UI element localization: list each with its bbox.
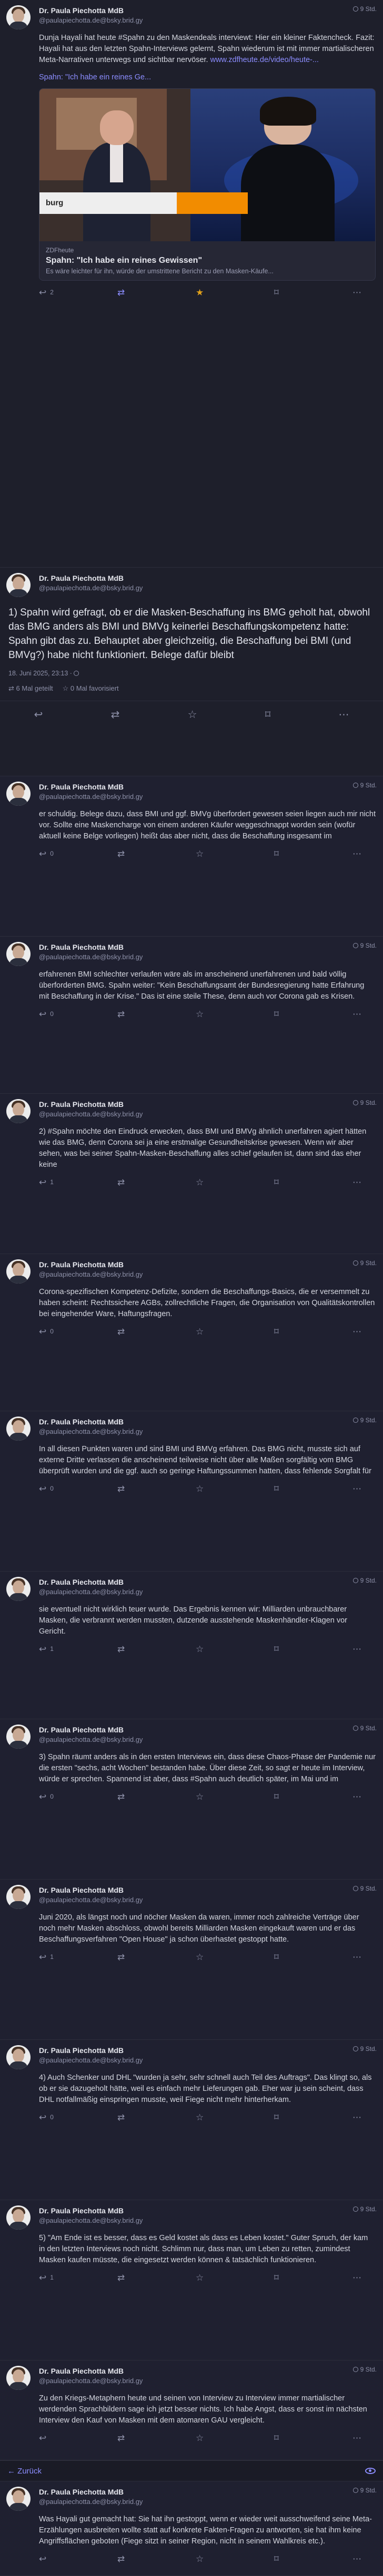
reply-post[interactable] (0, 776, 383, 937)
post-text: 3) Spahn räumt anders als in den ersten Interviews ein, dass diese Chaos-Phase der Pandemie nur die ersten "sechs, acht Wochen" bestanden habe. Über diese Zeit, so sagt er heute im Interview, würde er sprechen. Spannend ist aber, dass #Spahn auch deutlich später, im Mai und im (39, 1753, 376, 1783)
bookmark-icon: ⌑ (274, 2272, 279, 2283)
author-name[interactable]: Dr. Paula Piechotta MdB (39, 783, 124, 791)
favourite-button[interactable] (196, 1792, 217, 1801)
post-actions (39, 1002, 374, 1025)
globe-icon (353, 943, 358, 948)
preview-image: burg (39, 89, 375, 241)
reply-all-icon: ↩ (39, 2272, 47, 2283)
reply-all-icon: ↩ (39, 1177, 47, 1187)
favourite-button[interactable] (196, 1645, 217, 1654)
reply-button[interactable]: ↩ 1 (39, 1177, 54, 1187)
boost-button[interactable] (117, 1327, 138, 1336)
avatar[interactable] (6, 2366, 31, 2390)
bookmark-button[interactable] (274, 2434, 295, 2442)
avatar[interactable] (6, 1725, 31, 1749)
author-name[interactable]: Dr. Paula Piechotta MdB (39, 2046, 124, 2055)
bookmark-icon: ⌑ (274, 2553, 279, 2564)
bookmark-icon: ⌑ (274, 1791, 279, 1802)
globe-icon (74, 671, 79, 676)
card-source: ZDFheute (46, 247, 74, 254)
favourite-button[interactable] (196, 2554, 217, 2563)
post-text: Corona-spezifischen Kompetenz-Defizite, sondern die Beschaffungs-Basics, die er versemmelt zu haben scheint: Rechtssichere AGBs, zollrechtliche Fragen, die Organisation von Qualitätskontrollen bei eingehender Ware, Haftungsfragen. (39, 1288, 375, 1318)
more-button[interactable] (352, 1327, 374, 1336)
reply-all-icon: ↩ (39, 2553, 47, 2564)
reply-post[interactable] (0, 2361, 383, 2460)
more-icon: ⋯ (352, 1009, 361, 1019)
reply-all-icon: ↩ (39, 1009, 47, 1019)
globe-icon (353, 2367, 358, 2372)
bookmark-icon: ⌑ (274, 2433, 279, 2443)
author-handle[interactable]: @paulapiechotta.de@bsky.brid.gy (39, 1428, 143, 1435)
author-name[interactable]: Dr. Paula Piechotta MdB (39, 2367, 124, 2375)
post-time[interactable]: 9 Std. (353, 2366, 377, 2373)
star-icon: ★ (196, 287, 204, 297)
post-link[interactable]: www.zdfheute.de/video/heute-... (210, 56, 319, 64)
reply-button[interactable]: ↩ 0 (39, 1791, 54, 1802)
globe-icon (353, 1418, 358, 1423)
post-time[interactable]: 9 Std. (353, 2205, 377, 2213)
avatar[interactable] (6, 1259, 31, 1284)
reply-all-icon: ↩ (39, 1483, 47, 1494)
reply-all-icon: ↩ (39, 848, 47, 859)
post-actions (39, 2426, 374, 2449)
more-button[interactable] (352, 849, 374, 858)
favourite-button[interactable] (196, 1484, 217, 1493)
more-icon: ⋯ (352, 1952, 361, 1962)
post-actions (39, 1171, 374, 1194)
post-time[interactable]: 9 Std. (353, 1577, 377, 1584)
boost-icon: ⇄ (117, 1644, 125, 1654)
favourite-button[interactable] (196, 1953, 217, 1962)
star-icon: ☆ (196, 848, 204, 859)
author-handle[interactable]: @paulapiechotta.de@bsky.brid.gy (39, 793, 143, 800)
star-icon: ☆ (196, 1952, 204, 1962)
reply-post[interactable] (0, 2040, 383, 2200)
globe-icon (353, 1100, 358, 1105)
reply-post[interactable] (0, 937, 383, 1094)
favourite-button[interactable] (196, 849, 217, 858)
favourite-button[interactable] (196, 1178, 217, 1187)
favourite-button[interactable] (196, 2113, 217, 2122)
boost-icon: ⇄ (117, 2112, 125, 2122)
more-button[interactable] (352, 2113, 374, 2122)
boost-icon: ⇄ (117, 2433, 125, 2443)
reply-all-icon: ↩ (39, 1326, 47, 1337)
reply-button[interactable]: ↩ 0 (39, 1326, 54, 1337)
bookmark-button[interactable] (274, 1010, 295, 1019)
boost-button[interactable] (117, 2434, 138, 2442)
avatar[interactable] (6, 1099, 31, 1123)
star-icon: ☆ (196, 2433, 204, 2443)
reply-button[interactable]: ↩ 0 (39, 1483, 54, 1494)
bookmark-button[interactable] (274, 288, 295, 297)
bookmark-icon: ⌑ (274, 1644, 279, 1654)
avatar[interactable] (6, 1417, 31, 1441)
more-icon: ⋯ (352, 1791, 361, 1802)
reply-button[interactable]: ↩ (34, 707, 43, 721)
author-handle[interactable]: @paulapiechotta.de@bsky.brid.gy (39, 2498, 143, 2506)
star-icon: ☆ (62, 684, 69, 692)
post-actions (39, 1320, 374, 1343)
reply-all-icon: ↩ (39, 1791, 47, 1802)
boost-button[interactable] (117, 288, 138, 297)
post-text: Zu den Kriegs-Metaphern heute und seinen von Interview zu Interview immer martialischer werdenden Sprachbildern sage ich jetzt besser nichts. Ich habe Angst, dass er sonst im nächsten Interview den Kauf von Masken mit dem atomaren GAU vergleicht. (39, 2394, 367, 2425)
star-icon: ☆ (196, 1009, 204, 1019)
visibility-icon[interactable] (365, 2468, 376, 2474)
more-button[interactable] (352, 1645, 374, 1654)
boost-button[interactable]: ⇄ (110, 707, 120, 721)
boost-icon: ⇄ (117, 287, 125, 297)
bookmark-button[interactable]: ⌑ (265, 707, 271, 721)
reply-all-icon: ↩ (39, 1952, 47, 1962)
avatar[interactable] (6, 5, 31, 29)
author-handle[interactable]: @paulapiechotta.de@bsky.brid.gy (39, 2056, 143, 2064)
boost-button[interactable] (117, 2113, 138, 2122)
back-bar[interactable] (0, 2460, 383, 2481)
boost-button[interactable] (117, 849, 138, 858)
star-icon: ☆ (196, 1791, 204, 1802)
more-icon: ⋯ (352, 1326, 361, 1337)
post-date[interactable]: 18. Juni 2025, 23:13 · (8, 670, 375, 677)
more-icon: ⋯ (352, 1177, 361, 1187)
post-text: er schuldig. Belege dazu, dass BMI und ggf. BMVg überfordert gewesen seien liegen auch mir nicht vor. Sollte eine Maskencharge von einem anderen Käufer weggeschnappt worden sein (wofür aktuell keine Belge vorliegen) heißt das aber nicht, dass die Beschaffung insgesamt im (39, 810, 376, 840)
avatar[interactable] (6, 1577, 31, 1601)
boost-button[interactable] (117, 2554, 138, 2563)
reply-post[interactable] (0, 1094, 383, 1254)
post-actions (39, 1945, 374, 1968)
boost-button[interactable] (117, 1645, 138, 1654)
card-description: Es wäre leichter für ihn, würde der umstrittene Bericht zu den Masken-Käufe... (46, 268, 274, 275)
post-time[interactable]: 9 Std. (353, 1725, 377, 1732)
star-icon: ☆ (196, 1177, 204, 1187)
author-handle[interactable]: @paulapiechotta.de@bsky.brid.gy (39, 1588, 143, 1596)
reply-button[interactable]: ↩ 0 (39, 1009, 54, 1019)
favorited-count[interactable]: ☆ 0 Mal favorisiert (62, 684, 119, 692)
more-button[interactable] (352, 1484, 374, 1493)
star-icon: ☆ (196, 1644, 204, 1654)
author-name[interactable]: Dr. Paula Piechotta MdB (39, 1578, 124, 1586)
reply-button[interactable]: ↩ 1 (39, 1644, 54, 1654)
back-button[interactable]: ← Zurück (7, 2466, 42, 2476)
post-time[interactable]: 9 Std. (353, 1885, 377, 1892)
reply-post[interactable] (0, 1254, 383, 1411)
more-icon: ⋯ (352, 2272, 361, 2283)
post-text: 2) #Spahn möchte den Eindruck erwecken, dass BMI und BMVg ähnlich unerfahren agiert hätten wie das BMG, denn Corona sei ja eine erstmalige Gesundheitskrise gewesen. Wenn wir aber sehen, was bei seiner Spahn-Masken-Beschaffung alles schief gelaufen ist, dann sind das eher keine (39, 1127, 367, 1169)
avatar[interactable] (6, 942, 31, 966)
post-time[interactable]: 9 Std. (353, 942, 377, 949)
globe-icon (353, 6, 358, 12)
favourite-button[interactable]: ☆ (187, 707, 197, 721)
author-name[interactable]: Dr. Paula Piechotta MdB (39, 1100, 124, 1109)
more-button[interactable] (352, 1010, 374, 1019)
author-handle[interactable]: @paulapiechotta.de@bsky.brid.gy (39, 1110, 143, 1118)
reply-post[interactable] (0, 1880, 383, 2040)
more-button[interactable] (352, 1953, 374, 1962)
author-name[interactable]: Dr. Paula Piechotta MdB (39, 2206, 124, 2215)
boost-icon: ⇄ (117, 1177, 125, 1187)
reply-all-icon: ↩ (39, 1644, 47, 1654)
boost-icon: ⇄ (117, 1009, 125, 1019)
bookmark-icon: ⌑ (274, 1009, 279, 1019)
more-icon: ⋯ (352, 1483, 361, 1494)
globe-icon (353, 1886, 358, 1891)
bookmark-icon: ⌑ (274, 1952, 279, 1962)
post-actions (39, 1785, 374, 1808)
reply-button[interactable]: ↩ 0 (39, 2112, 54, 2122)
reply-post[interactable] (0, 1719, 383, 1880)
author-name[interactable]: Dr. Paula Piechotta MdB (39, 6, 124, 15)
bookmark-button[interactable] (274, 2273, 295, 2282)
author-handle[interactable]: @paulapiechotta.de@bsky.brid.gy (39, 584, 143, 592)
focused-post-actions (0, 701, 383, 727)
shared-count[interactable]: ⇄ 6 Mal geteilt (8, 684, 53, 692)
boost-icon: ⇄ (117, 1326, 125, 1337)
post-time[interactable]: 9 Std. (353, 1099, 377, 1106)
reply-button[interactable]: ↩ 0 (39, 848, 54, 859)
globe-icon (353, 1578, 358, 1583)
author-name[interactable]: Dr. Paula Piechotta MdB (39, 2488, 124, 2496)
more-button[interactable] (352, 2434, 374, 2442)
reply-list (0, 776, 383, 2576)
bookmark-button[interactable] (274, 2554, 295, 2563)
post-actions (39, 2106, 374, 2129)
post-text: sie eventuell nicht wirklich teuer wurde. Das Ergebnis kennen wir: Milliarden unbrauchbarer Masken, die verbrannt werden mussten, dutzende ausstehende Maskenhändler-Klagen vor Gericht. (39, 1605, 347, 1636)
star-icon: ☆ (196, 2112, 204, 2122)
boost-icon: ⇄ (117, 1952, 125, 1962)
author-name[interactable]: Dr. Paula Piechotta MdB (39, 574, 124, 582)
author-handle[interactable]: @paulapiechotta.de@bsky.brid.gy (39, 2377, 143, 2385)
bookmark-icon: ⌑ (274, 287, 279, 297)
star-icon: ☆ (196, 2272, 204, 2283)
star-icon: ☆ (196, 2553, 204, 2564)
star-icon: ☆ (196, 1326, 204, 1337)
boost-button[interactable] (117, 1484, 138, 1493)
more-button[interactable] (352, 288, 374, 297)
globe-icon (353, 2046, 358, 2051)
bookmark-icon: ⌑ (274, 1326, 279, 1337)
more-button[interactable] (352, 1178, 374, 1187)
reply-button[interactable]: ↩ 2 (39, 287, 54, 297)
avatar[interactable] (6, 2205, 31, 2230)
bookmark-button[interactable] (274, 2113, 295, 2122)
post-stats (8, 684, 375, 694)
boost-button[interactable] (117, 1792, 138, 1801)
favourite-button[interactable] (196, 288, 217, 297)
author-handle[interactable]: @paulapiechotta.de@bsky.brid.gy (39, 953, 143, 961)
reply-post[interactable] (0, 1411, 383, 1572)
boost-icon: ⇄ (117, 2553, 125, 2564)
post-text: In all diesen Punkten waren und sind BMI und BMVg erfahren. Das BMG nicht, musste sich auf externe Dritte verlassen die anscheinend teilweise nicht über alle Maßen sorgfältig vom BMG überprüft wurden und die ggf. auch so geringe Haftungssummen hatten, dass fehlende Sorgfalt für (39, 1445, 371, 1475)
bookmark-icon: ⌑ (274, 1177, 279, 1187)
link-preview-card[interactable] (39, 88, 376, 281)
reply-button[interactable]: ↩ 1 (39, 2272, 54, 2283)
post-time[interactable]: 9 Std. (353, 5, 377, 13)
avatar[interactable] (6, 2487, 31, 2511)
post-time[interactable]: 9 Std. (353, 1259, 377, 1267)
reply-post[interactable] (0, 2200, 383, 2361)
post-text: Juni 2020, als längst noch und nöcher Masken da waren, immer noch zahlreiche Verträge über noch mehr Masken abschloss, obwohl bereits Milliarden Masken eingekauft waren und er das Beschaffungsverfahren "Open House" ja schon überhastet gestoppt hatte. (39, 1913, 359, 1944)
author-name[interactable]: Dr. Paula Piechotta MdB (39, 1886, 124, 1894)
post-text: Was Hayali gut gemacht hat: Sie hat ihn gestoppt, wenn er wieder weit ausschweifend seine Meta-Erzählungen ausbreiten wollte statt auf konkrete Fakten-Fragen zu antworten, sie hat ihm keine Angriffsflächen geboten (Fiege sitzt in seiner Region, nicht in seinem Wahlkreis etc.). (39, 2515, 372, 2546)
post-time[interactable]: 9 Std. (353, 2045, 377, 2052)
more-button[interactable] (352, 1792, 374, 1801)
author-handle[interactable]: @paulapiechotta.de@bsky.brid.gy (39, 2216, 143, 2224)
more-button[interactable]: ⋯ (338, 707, 349, 721)
reply-all-icon: ↩ (39, 2433, 47, 2443)
reply-all-icon: ↩ (39, 2112, 47, 2122)
post-actions (39, 2547, 374, 2570)
quote-link[interactable]: Spahn: "Ich habe ein reines Ge... (39, 73, 152, 81)
card-title: Spahn: "Ich habe ein reines Gewissen" (46, 256, 203, 265)
author-handle[interactable]: @paulapiechotta.de@bsky.brid.gy (39, 1736, 143, 1743)
boost-icon: ⇄ (117, 2272, 125, 2283)
bookmark-button[interactable] (274, 1484, 295, 1493)
bookmark-button[interactable] (274, 1953, 295, 1962)
author-name[interactable]: Dr. Paula Piechotta MdB (39, 943, 124, 951)
more-icon: ⋯ (352, 2433, 361, 2443)
author-name[interactable]: Dr. Paula Piechotta MdB (39, 1418, 124, 1426)
avatar[interactable] (6, 2045, 31, 2069)
focused-post-text: 1) Spahn wird gefragt, ob er die Masken-Beschaffung ins BMG geholt hat, obwohl das BMG anders als BMI und BMVg keinerlei Beschaffungskompetenz hatte: Spahn gibt das zu. Behauptet aber gleichzeitig, die Beschaffung bei BMI (und BMVg?) habe nicht funktioniert. Belege dafür bleibt (8, 607, 370, 661)
bookmark-button[interactable] (274, 1645, 295, 1654)
avatar[interactable] (6, 782, 31, 806)
more-button[interactable] (352, 2273, 374, 2282)
author-handle[interactable]: @paulapiechotta.de@bsky.brid.gy (39, 1896, 143, 1904)
post-actions (39, 2266, 374, 2289)
more-icon: ⋯ (352, 2112, 361, 2122)
favourite-button[interactable] (196, 1327, 217, 1336)
star-icon: ☆ (196, 1483, 204, 1494)
boost-button[interactable] (117, 2273, 138, 2282)
more-icon: ⋯ (352, 2553, 361, 2564)
more-icon: ⋯ (352, 1644, 361, 1654)
reply-post[interactable] (0, 2481, 383, 2576)
reply-post[interactable] (0, 1572, 383, 1719)
avatar[interactable] (6, 1885, 31, 1909)
post-actions (39, 1477, 374, 1500)
post-time[interactable]: 9 Std. (353, 1417, 377, 1424)
bookmark-icon: ⌑ (274, 2112, 279, 2122)
boost-icon: ⇄ (8, 684, 14, 692)
post-text: Dunja Hayali hat heute #Spahn zu den Maskendeals interviewt: Hier ein kleiner Faktencheck. Fazit: Hayali hat aus den letzten Spahn-Interviews gelernt, Spahn wiederum ist mit immer martialischeren Meta-Narrativen unterwegs und sichtbar nervöser. www.zdfheute.de/video/heute-... Spahn: "Ich habe ein reines Ge... (39, 34, 375, 81)
boost-button[interactable] (117, 1010, 138, 1019)
boost-icon: ⇄ (117, 848, 125, 859)
author-name[interactable]: Dr. Paula Piechotta MdB (39, 1726, 124, 1734)
author-handle[interactable]: @paulapiechotta.de@bsky.brid.gy (39, 1270, 143, 1278)
post-actions (39, 842, 374, 865)
bookmark-button[interactable] (274, 1178, 295, 1187)
boost-button[interactable] (117, 1953, 138, 1962)
globe-icon (353, 1260, 358, 1266)
post-time[interactable]: 9 Std. (353, 2487, 377, 2494)
post-actions (39, 1637, 374, 1660)
more-icon: ⋯ (352, 848, 361, 859)
favourite-button[interactable] (196, 2273, 217, 2282)
favourite-button[interactable] (196, 2434, 217, 2442)
more-button[interactable] (352, 2554, 374, 2563)
bookmark-button[interactable] (274, 849, 295, 858)
bookmark-icon: ⌑ (274, 1483, 279, 1494)
post-text: 5) "Am Ende ist es besser, dass es Geld kostet als dass es Leben kostet." Guter Spruch, der kam in den letzten Interviews noch nicht. Schlimm nur, dass man, um Leben zu retten, zumindest Masken kaufen müsste, die eingesetzt werden können & tatsächlich funktionieren. (39, 2234, 368, 2264)
boost-button[interactable] (117, 1178, 138, 1187)
reply-button[interactable] (39, 2554, 60, 2563)
globe-icon (353, 1726, 358, 1731)
author-name[interactable]: Dr. Paula Piechotta MdB (39, 1260, 124, 1269)
more-icon: ⋯ (352, 287, 361, 297)
post-text: erfahrenen BMI schlechter verlaufen wäre als im anscheinend unerfahrenen und bald völlig überforderten BMG. Spahn weiter: "Kein Beschaffungsamt der Bundesregierung hatte Erfahrung mit Beschaffung in der Krise." Das ist eine steile These, denn auch vor Corona gab es Krisen. (39, 970, 365, 1001)
bookmark-button[interactable] (274, 1327, 295, 1336)
avatar[interactable] (6, 573, 31, 597)
globe-icon (353, 2488, 358, 2493)
author-handle[interactable]: @paulapiechotta.de@bsky.brid.gy (39, 16, 143, 24)
post-time[interactable]: 9 Std. (353, 782, 377, 789)
reply-button[interactable] (39, 2434, 60, 2442)
globe-icon (353, 2206, 358, 2212)
post-text: 4) Auch Schenker und DHL "wurden ja sehr, sehr schnell auch Teil des Auftrags". Das klingt so, als ob er sie dazugeholt hätte, weil es einfach mehr Lieferungen gab. Eher war ju sein scheint, dass DHL notfallmäßig einspringen musste, weil Fiege nicht mehr hinterherkam. (39, 2074, 372, 2104)
reply-icon: ↩ (39, 287, 47, 297)
boost-icon: ⇄ (117, 1483, 125, 1494)
favourite-button[interactable] (196, 1010, 217, 1019)
post-actions (39, 281, 374, 304)
boost-icon: ⇄ (117, 1791, 125, 1802)
bookmark-button[interactable] (274, 1792, 295, 1801)
focused-post (0, 568, 383, 776)
bookmark-icon: ⌑ (274, 848, 279, 859)
top-post[interactable] (0, 0, 383, 568)
reply-button[interactable]: ↩ 1 (39, 1952, 54, 1962)
globe-icon (353, 783, 358, 788)
